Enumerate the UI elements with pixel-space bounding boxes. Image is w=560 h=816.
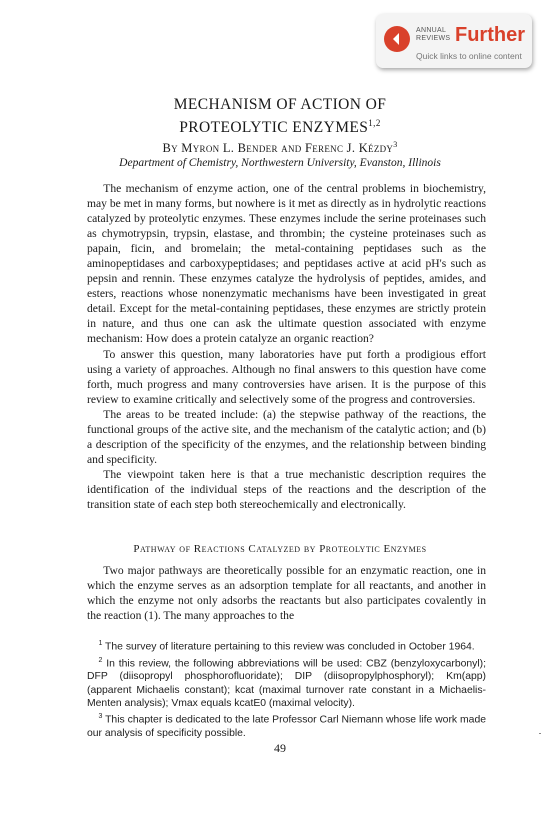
paragraph: To answer this question, many laboratories have put forth a prodigious effort using a variety of approaches. Although no final answers to this question have come forth, much progress and many controversies have arisen. It is the purpose of this review to examine critically and selectively some of the progress and controversies. (87, 347, 486, 406)
further-label: Further (455, 24, 525, 46)
paragraph: Two major pathways are theoretically possible for an enzymatic reaction, one in which the enzyme serves as an adsorption template for all reactants, and another in which the enzyme not only adsorbs the reactants but also participates covalently in the reaction (1). The many approaches to the (87, 564, 486, 623)
footnote-3: $^3$ This chapter is dedicated to the late Professor Carl Niemann whose life work made our analysis of specificity possible. (87, 712, 487, 739)
play-arrow-icon[interactable] (384, 26, 410, 52)
footnote-2: $^2$ In this review, the following abbreviations will be used: CBZ (benzyloxycarbonyl); DFP (diisopropyl phosphorofluoridate); DIP (diisopropylphosphoryl); Km(app) (apparent Michaelis constant); kcat (maximal turnover rate constant in a Michaelis-Menten analysis); Vmax equals kcatE0 (maximal velocity). (87, 656, 487, 709)
badge-tagline: Quick links to online content (416, 51, 522, 61)
intro-body (87, 181, 486, 512)
article-title-line-1: MECHANISM OF ACTION OF (173, 96, 387, 113)
article-title-line-2: PROTEOLYTIC ENZYMES$^{1,2}$ (179, 118, 381, 137)
author-footnote-marker[interactable]: 3 (393, 140, 398, 149)
affiliation: Department of Chemistry, Northwestern University, Evanston, Illinois (119, 157, 441, 169)
footnote-1: $^1$ The survey of literature pertaining to this review was concluded in October 1964. (98, 640, 475, 653)
paragraph: The areas to be treated include: (a) the stepwise pathway of the reactions, the functional groups of the active site, and the mechanism of the catalytic action; and (b) a description of the specificity of the enzymes, and the relationship between binding and specificity. (87, 407, 486, 466)
paragraph: The mechanism of enzyme action, one of the central problems in biochemistry, may be met in many forms, but nowhere is it met as directly as in hydrolytic reactions catalyzed by proteolytic enzymes. These enzymes include the serine proteinases such as chymotrypsin, trypsin, elastase, and thrombin; the cysteine proteinases such as papain, ficin, and bromelain; the metal-containing peptidases such as the aminopeptidases and carboxypeptidases; and peptidases active at acid pH's such as pepsin and rennin. These enzymes catalyze the hydrolysis of peptides, amides, and esters, reactions whose nonenzymatic mechanisms have been investigated in great detail. Except for the metal-containing peptidases, these enzymes are strictly protein in nature, and thus one can ask the ultimate question associated with enzyme mechanism: How does a protein catalyze an organic reaction? (87, 182, 486, 346)
paragraph: The viewpoint taken here is that a true mechanistic description requires the identification of the individual steps of the reactions and the description of the transition state of each step both stereochemically and electronically. (87, 467, 486, 511)
title-footnote-markers[interactable]: 1,2 (368, 118, 381, 128)
authors: By Myron L. Bender and Ferenc J. Kézdy$^3$ (162, 140, 398, 156)
section-heading: Pathway of Reactions Catalyzed by Proteolytic Enzymes (133, 543, 427, 555)
annual-reviews-further-badge[interactable] (376, 14, 532, 68)
footnotes (87, 637, 486, 740)
page-number: 49 (274, 741, 286, 755)
section-body (87, 563, 486, 623)
scan-speck (539, 733, 541, 734)
annual-reviews-logo-text: ANNUAL REVIEWS (416, 27, 451, 42)
